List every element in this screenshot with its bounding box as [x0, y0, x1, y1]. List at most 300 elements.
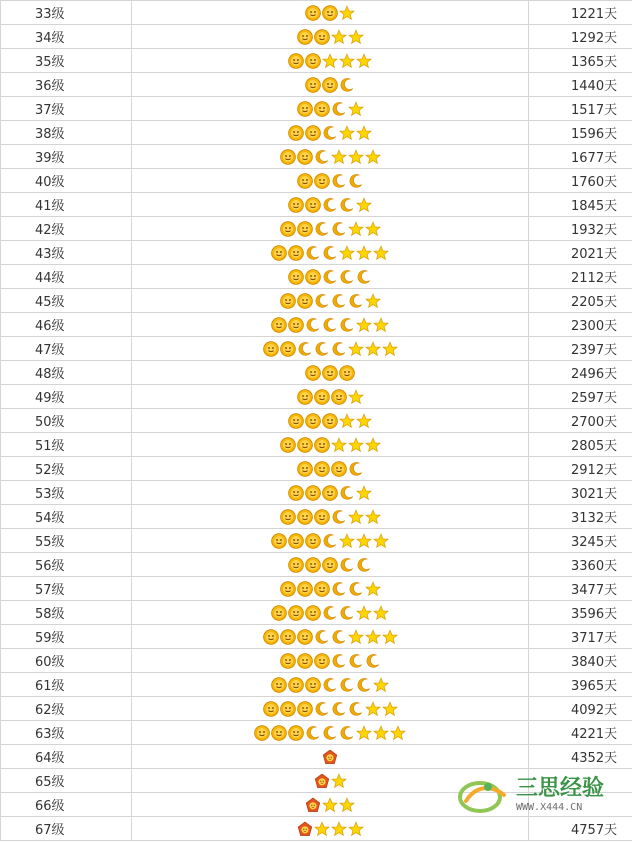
- days-cell: 1932天: [529, 217, 632, 241]
- sun-icon: [322, 485, 338, 501]
- days-cell: 4757天: [529, 817, 632, 841]
- sun-icon: [297, 389, 313, 405]
- sun-icon: [305, 53, 321, 69]
- table-row: [1, 217, 632, 241]
- days-cell: 2021天: [529, 241, 632, 265]
- sun-icon: [263, 701, 279, 717]
- moon-icon: [331, 101, 347, 117]
- level-cell: 42级: [1, 217, 132, 241]
- moon-icon: [339, 557, 355, 573]
- level-cell: 44级: [1, 265, 132, 289]
- star-icon: [356, 197, 372, 213]
- moon-icon: [348, 653, 364, 669]
- swirl-logo-icon: [458, 775, 510, 815]
- star-icon: [382, 701, 398, 717]
- moon-icon: [339, 725, 355, 741]
- icons-cell: [132, 1, 529, 25]
- star-icon: [331, 149, 347, 165]
- sun-icon: [297, 701, 313, 717]
- star-icon: [382, 629, 398, 645]
- table-row: [1, 433, 632, 457]
- star-icon: [322, 797, 338, 813]
- sun-icon: [305, 197, 321, 213]
- table-row: [1, 1, 632, 25]
- moon-icon: [339, 317, 355, 333]
- icons-cell: [132, 97, 529, 121]
- level-icons: [271, 533, 389, 549]
- moon-icon: [331, 581, 347, 597]
- level-icons: [271, 317, 389, 333]
- table-row: [1, 529, 632, 553]
- sun-icon: [314, 389, 330, 405]
- star-icon: [365, 341, 381, 357]
- days-cell: 3596天: [529, 601, 632, 625]
- moon-icon: [322, 677, 338, 693]
- star-icon: [348, 629, 364, 645]
- icons-cell: [132, 289, 529, 313]
- days-cell: 1596天: [529, 121, 632, 145]
- moon-icon: [322, 725, 338, 741]
- days-cell: 1845天: [529, 193, 632, 217]
- sun-icon: [288, 53, 304, 69]
- sun-icon: [305, 533, 321, 549]
- moon-icon: [314, 149, 330, 165]
- sun-icon: [280, 293, 296, 309]
- sun-icon: [297, 653, 313, 669]
- sun-icon: [305, 677, 321, 693]
- table-row: [1, 265, 632, 289]
- level-cell: 34级: [1, 25, 132, 49]
- sun-icon: [314, 437, 330, 453]
- sun-icon: [271, 677, 287, 693]
- sun-icon: [331, 461, 347, 477]
- moon-icon: [322, 125, 338, 141]
- sun-icon: [280, 437, 296, 453]
- moon-icon: [348, 173, 364, 189]
- level-cell: 35级: [1, 49, 132, 73]
- sun-icon: [339, 365, 355, 381]
- days-cell: 2912天: [529, 457, 632, 481]
- level-cell: 64级: [1, 745, 132, 769]
- sun-icon: [297, 221, 313, 237]
- sun-icon: [271, 533, 287, 549]
- star-icon: [356, 53, 372, 69]
- level-icons: [305, 5, 355, 21]
- level-cell: 33级: [1, 1, 132, 25]
- sun-icon: [322, 413, 338, 429]
- sun-icon: [288, 485, 304, 501]
- moon-icon: [305, 725, 321, 741]
- sun-icon: [297, 149, 313, 165]
- sun-icon: [288, 197, 304, 213]
- sun-icon: [288, 413, 304, 429]
- moon-icon: [356, 269, 372, 285]
- icons-cell: [132, 457, 529, 481]
- table-row: [1, 145, 632, 169]
- star-icon: [373, 725, 389, 741]
- sun-icon: [288, 605, 304, 621]
- level-cell: 63级: [1, 721, 132, 745]
- moon-icon: [322, 317, 338, 333]
- icons-cell: [132, 553, 529, 577]
- moon-icon: [322, 197, 338, 213]
- icons-cell: [132, 649, 529, 673]
- table-row: [1, 673, 632, 697]
- sun-icon: [288, 269, 304, 285]
- sun-icon: [305, 413, 321, 429]
- level-icons: [271, 245, 389, 261]
- days-cell: 4352天: [529, 745, 632, 769]
- sun-icon: [314, 509, 330, 525]
- sun-icon: [322, 77, 338, 93]
- level-icons: [305, 365, 355, 381]
- moon-icon: [356, 677, 372, 693]
- level-icons: [297, 173, 364, 189]
- table-row: [1, 73, 632, 97]
- sun-icon: [297, 437, 313, 453]
- star-icon: [348, 149, 364, 165]
- table-row: [1, 385, 632, 409]
- level-cell: 59级: [1, 625, 132, 649]
- level-cell: 39级: [1, 145, 132, 169]
- sun-icon: [322, 5, 338, 21]
- star-icon: [314, 821, 330, 837]
- level-cell: 46级: [1, 313, 132, 337]
- days-cell: 3477天: [529, 577, 632, 601]
- moon-icon: [331, 173, 347, 189]
- table-row: [1, 337, 632, 361]
- days-cell: 3717天: [529, 625, 632, 649]
- moon-icon: [314, 221, 330, 237]
- level-icons: [288, 557, 372, 573]
- moon-icon: [348, 701, 364, 717]
- table-row: [1, 313, 632, 337]
- level-cell: 58级: [1, 601, 132, 625]
- level-cell: 47级: [1, 337, 132, 361]
- sun-icon: [314, 29, 330, 45]
- icons-cell: [132, 505, 529, 529]
- star-icon: [365, 293, 381, 309]
- star-icon: [365, 701, 381, 717]
- sun-icon: [314, 653, 330, 669]
- star-icon: [339, 413, 355, 429]
- moon-icon: [322, 533, 338, 549]
- level-icons: [288, 269, 372, 285]
- icons-cell: [132, 217, 529, 241]
- sun-icon: [297, 173, 313, 189]
- moon-icon: [297, 341, 313, 357]
- sun-icon: [305, 5, 321, 21]
- table-row: [1, 25, 632, 49]
- level-cell: 62级: [1, 697, 132, 721]
- star-icon: [331, 773, 347, 789]
- moon-icon: [314, 701, 330, 717]
- sun-icon: [280, 341, 296, 357]
- star-icon: [348, 29, 364, 45]
- moon-icon: [331, 629, 347, 645]
- sun-icon: [314, 173, 330, 189]
- star-icon: [356, 245, 372, 261]
- level-cell: 67级: [1, 817, 132, 841]
- star-icon: [348, 821, 364, 837]
- moon-icon: [339, 485, 355, 501]
- sun-icon: [305, 365, 321, 381]
- level-icons: [254, 725, 406, 741]
- moon-icon: [305, 245, 321, 261]
- icons-cell: [132, 745, 529, 769]
- sun-icon: [297, 293, 313, 309]
- icons-cell: [132, 481, 529, 505]
- moon-icon: [348, 581, 364, 597]
- star-icon: [382, 341, 398, 357]
- star-icon: [356, 413, 372, 429]
- icons-cell: [132, 361, 529, 385]
- sun-icon: [271, 245, 287, 261]
- level-cell: 49级: [1, 385, 132, 409]
- level-icons: [271, 605, 389, 621]
- table-row: [1, 601, 632, 625]
- level-cell: 60级: [1, 649, 132, 673]
- days-cell: 1760天: [529, 169, 632, 193]
- days-cell: 1221天: [529, 1, 632, 25]
- star-icon: [348, 389, 364, 405]
- crown-icon: [297, 821, 313, 837]
- icons-cell: [132, 673, 529, 697]
- days-cell: 3021天: [529, 481, 632, 505]
- level-icons: [297, 821, 364, 837]
- star-icon: [356, 485, 372, 501]
- table-row: [1, 553, 632, 577]
- icons-cell: [132, 577, 529, 601]
- star-icon: [348, 221, 364, 237]
- icons-cell: [132, 313, 529, 337]
- level-icons: [280, 509, 381, 525]
- table-row: [1, 649, 632, 673]
- days-cell: 2205天: [529, 289, 632, 313]
- star-icon: [356, 725, 372, 741]
- moon-icon: [322, 245, 338, 261]
- star-icon: [339, 125, 355, 141]
- star-icon: [339, 245, 355, 261]
- star-icon: [356, 125, 372, 141]
- icons-cell: [132, 25, 529, 49]
- table-row: [1, 697, 632, 721]
- level-icons: [305, 77, 355, 93]
- sun-icon: [305, 125, 321, 141]
- icons-cell: [132, 121, 529, 145]
- sun-icon: [305, 485, 321, 501]
- sun-icon: [297, 629, 313, 645]
- sun-icon: [297, 581, 313, 597]
- level-cell: 61级: [1, 673, 132, 697]
- sun-icon: [314, 461, 330, 477]
- star-icon: [331, 437, 347, 453]
- sun-icon: [263, 341, 279, 357]
- sun-icon: [297, 461, 313, 477]
- moon-icon: [339, 197, 355, 213]
- star-icon: [373, 605, 389, 621]
- moon-icon: [356, 557, 372, 573]
- sun-icon: [280, 701, 296, 717]
- table-row: [1, 505, 632, 529]
- sun-icon: [288, 245, 304, 261]
- moon-icon: [331, 293, 347, 309]
- moon-icon: [339, 677, 355, 693]
- level-icons: [288, 125, 372, 141]
- table-row: [1, 721, 632, 745]
- days-cell: 3245天: [529, 529, 632, 553]
- sun-icon: [288, 125, 304, 141]
- days-cell: 2300天: [529, 313, 632, 337]
- sun-icon: [271, 317, 287, 333]
- icons-cell: [132, 193, 529, 217]
- level-cell: 56级: [1, 553, 132, 577]
- table-row: [1, 169, 632, 193]
- days-cell: 2112天: [529, 265, 632, 289]
- days-cell: 1517天: [529, 97, 632, 121]
- sun-icon: [331, 389, 347, 405]
- crown-icon: [314, 773, 330, 789]
- moon-icon: [339, 77, 355, 93]
- level-icons: [305, 797, 355, 813]
- level-icons: [263, 341, 398, 357]
- sun-icon: [280, 629, 296, 645]
- level-icons: [271, 677, 389, 693]
- level-cell: 57级: [1, 577, 132, 601]
- star-icon: [390, 725, 406, 741]
- sun-icon: [314, 581, 330, 597]
- level-cell: 55级: [1, 529, 132, 553]
- level-icons: [288, 197, 372, 213]
- level-cell: 48级: [1, 361, 132, 385]
- sun-icon: [297, 29, 313, 45]
- days-cell: 2805天: [529, 433, 632, 457]
- table-row: [1, 49, 632, 73]
- icons-cell: [132, 337, 529, 361]
- moon-icon: [331, 341, 347, 357]
- moon-icon: [348, 461, 364, 477]
- level-icons: [280, 221, 381, 237]
- days-cell: 2597天: [529, 385, 632, 409]
- level-icons: [288, 485, 372, 501]
- moon-icon: [339, 605, 355, 621]
- icons-cell: [132, 529, 529, 553]
- icons-cell: [132, 409, 529, 433]
- star-icon: [339, 53, 355, 69]
- days-cell: 3840天: [529, 649, 632, 673]
- icons-cell: [132, 625, 529, 649]
- moon-icon: [331, 653, 347, 669]
- days-cell: 1677天: [529, 145, 632, 169]
- star-icon: [339, 797, 355, 813]
- crown-icon: [305, 797, 321, 813]
- level-cell: 51级: [1, 433, 132, 457]
- star-icon: [365, 581, 381, 597]
- level-icons: [263, 629, 398, 645]
- sun-icon: [288, 557, 304, 573]
- icons-cell: [132, 697, 529, 721]
- star-icon: [373, 317, 389, 333]
- level-icons: [297, 389, 364, 405]
- level-table-body: [1, 1, 632, 841]
- level-icons: [297, 101, 364, 117]
- sun-icon: [305, 557, 321, 573]
- level-cell: 50级: [1, 409, 132, 433]
- star-icon: [365, 149, 381, 165]
- icons-cell: [132, 145, 529, 169]
- sun-icon: [314, 101, 330, 117]
- level-icons: [280, 149, 381, 165]
- icons-cell: [132, 433, 529, 457]
- moon-icon: [305, 317, 321, 333]
- icons-cell: [132, 169, 529, 193]
- table-row: [1, 409, 632, 433]
- table-row: [1, 193, 632, 217]
- star-icon: [331, 821, 347, 837]
- star-icon: [365, 509, 381, 525]
- moon-icon: [331, 509, 347, 525]
- days-cell: 1440天: [529, 73, 632, 97]
- level-cell: 45级: [1, 289, 132, 313]
- star-icon: [356, 533, 372, 549]
- icons-cell: [132, 241, 529, 265]
- level-icons: [280, 581, 381, 597]
- table-row: [1, 241, 632, 265]
- days-cell: 2700天: [529, 409, 632, 433]
- sun-icon: [280, 653, 296, 669]
- days-cell: 1365天: [529, 49, 632, 73]
- moon-icon: [314, 293, 330, 309]
- star-icon: [339, 533, 355, 549]
- days-cell: 3132天: [529, 505, 632, 529]
- star-icon: [348, 101, 364, 117]
- star-icon: [339, 5, 355, 21]
- moon-icon: [365, 653, 381, 669]
- watermark-url: WWW.X444.CN: [516, 801, 583, 813]
- level-cell: 66级: [1, 793, 132, 817]
- watermark: [458, 766, 628, 824]
- icons-cell: [132, 601, 529, 625]
- sun-icon: [280, 221, 296, 237]
- level-cell: 36级: [1, 73, 132, 97]
- level-icons: [288, 413, 372, 429]
- sun-icon: [305, 77, 321, 93]
- star-icon: [365, 221, 381, 237]
- sun-icon: [288, 725, 304, 741]
- moon-icon: [331, 701, 347, 717]
- sun-icon: [280, 149, 296, 165]
- table-row: [1, 577, 632, 601]
- sun-icon: [271, 605, 287, 621]
- sun-icon: [297, 101, 313, 117]
- level-cell: 40级: [1, 169, 132, 193]
- star-icon: [322, 53, 338, 69]
- table-row: [1, 481, 632, 505]
- icons-cell: [132, 721, 529, 745]
- moon-icon: [322, 269, 338, 285]
- crown-icon: [322, 749, 338, 765]
- level-icons: [288, 53, 372, 69]
- sun-icon: [254, 725, 270, 741]
- days-cell: 1292天: [529, 25, 632, 49]
- sun-icon: [280, 509, 296, 525]
- days-cell: 2397天: [529, 337, 632, 361]
- sun-icon: [322, 365, 338, 381]
- level-icons: [314, 773, 347, 789]
- level-icons: [280, 437, 381, 453]
- sun-icon: [263, 629, 279, 645]
- level-icons: [297, 29, 364, 45]
